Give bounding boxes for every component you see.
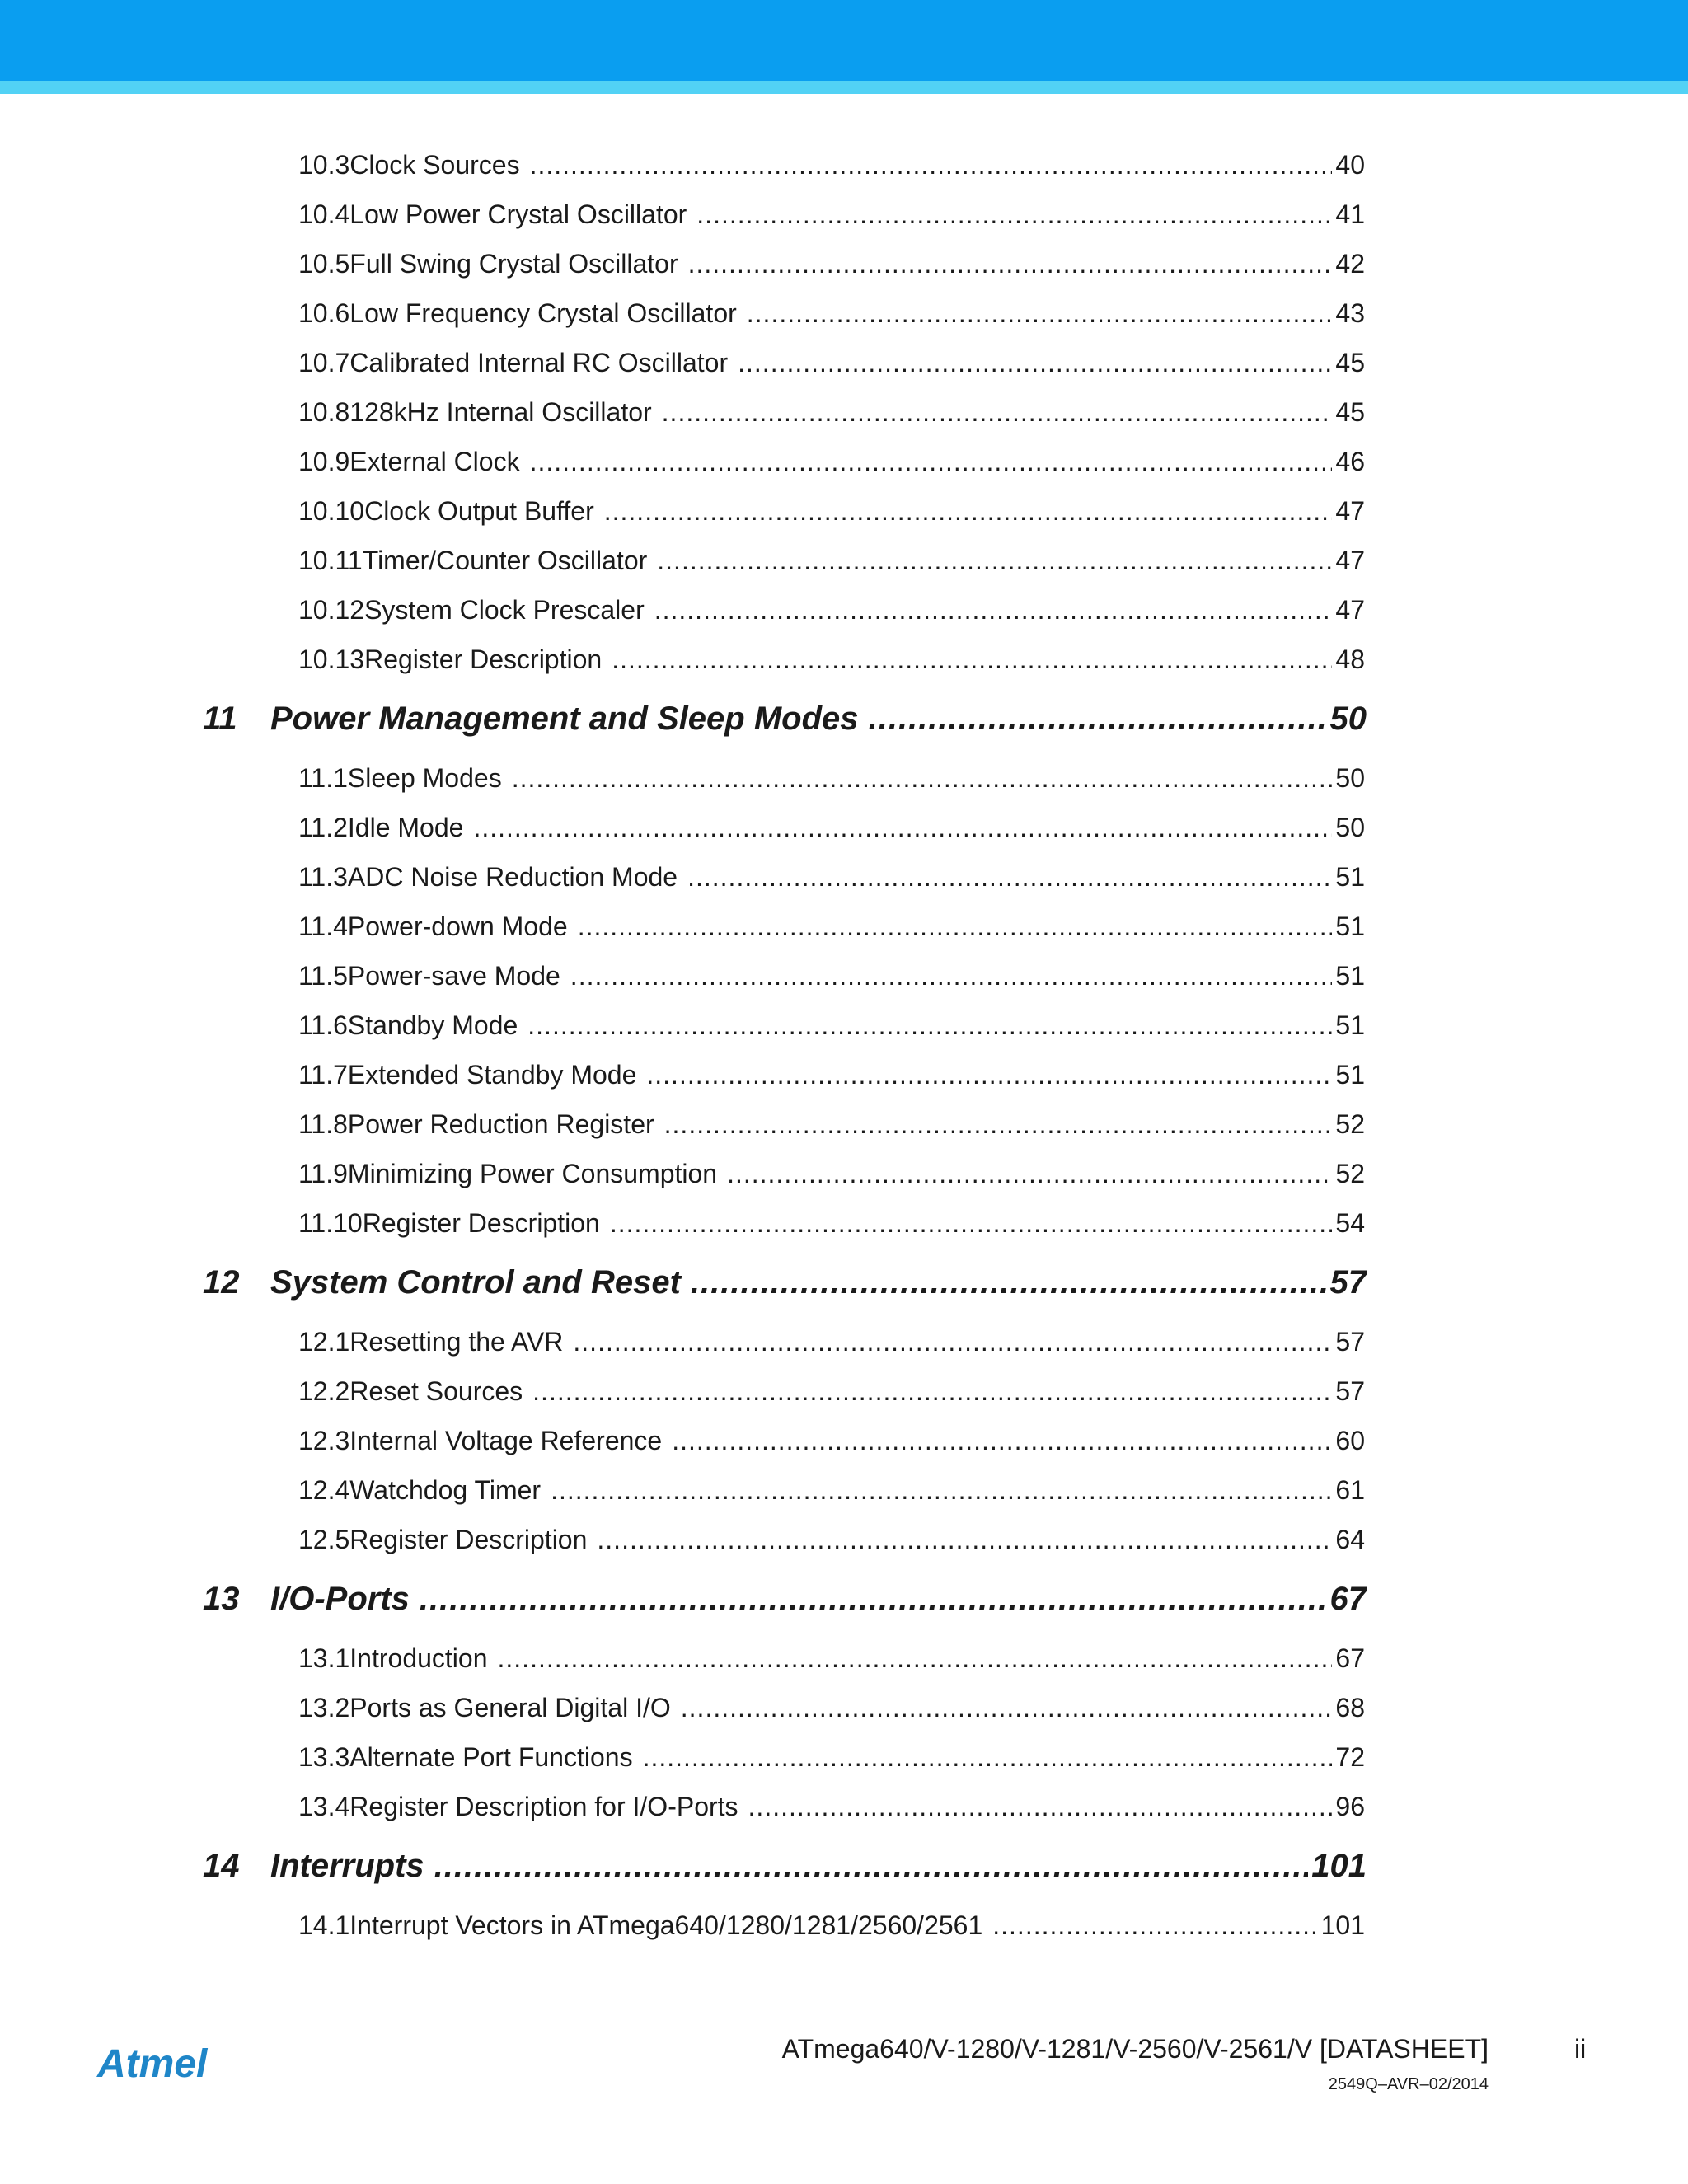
toc-section-label: Extended Standby Mode xyxy=(347,1060,637,1090)
toc-leader-dots xyxy=(434,1848,1309,1885)
toc-section-title xyxy=(298,1376,523,1407)
toc-section-entry[interactable] xyxy=(298,150,1365,180)
atmel-logo xyxy=(96,2039,244,2088)
toc-leader-dots xyxy=(681,1693,1333,1723)
toc-chapter-number: 11 xyxy=(203,701,237,737)
toc-leader-dots xyxy=(573,1327,1332,1357)
toc-page-number: 47 xyxy=(1335,496,1365,526)
toc-section-number: 12.1 xyxy=(298,1327,350,1357)
toc-section-number: 10.10 xyxy=(298,496,365,526)
toc-section-title xyxy=(298,150,520,180)
toc-section-number: 13.2 xyxy=(298,1693,350,1722)
toc-section-entry[interactable] xyxy=(298,644,1365,675)
toc-section-number: 10.12 xyxy=(298,595,365,625)
toc-chapter-title: Power Management and Sleep Modes xyxy=(270,701,859,737)
toc-section-number: 11.8 xyxy=(298,1109,348,1139)
toc-section-number: 11.7 xyxy=(298,1060,348,1090)
toc-section-entry[interactable] xyxy=(298,1327,1365,1357)
toc-section-title xyxy=(298,1910,982,1941)
toc-page-number: 50 xyxy=(1335,763,1365,793)
toc-section-number: 10.13 xyxy=(298,644,365,674)
toc-page-number: 101 xyxy=(1320,1910,1365,1940)
document-number: 2549Q–AVR–02/2014 xyxy=(1328,2075,1489,2093)
toc-chapter-number: 14 xyxy=(203,1848,240,1884)
toc-section-title xyxy=(298,496,594,527)
toc-leader-dots xyxy=(662,397,1333,428)
toc-section-title xyxy=(298,763,502,794)
toc-section-number: 13.3 xyxy=(298,1742,350,1772)
toc-chapter-title: Interrupts xyxy=(270,1848,424,1884)
toc-page-number: 57 xyxy=(1329,1264,1367,1301)
toc-section-label: Ports as General Digital I/O xyxy=(349,1693,671,1722)
toc-section-title xyxy=(298,1792,738,1822)
toc-section-label: Reset Sources xyxy=(349,1376,523,1406)
toc-section-entry[interactable] xyxy=(298,1475,1365,1506)
toc-leader-dots xyxy=(498,1643,1333,1674)
toc-leader-dots xyxy=(727,1159,1332,1189)
toc-section-label: ADC Noise Reduction Mode xyxy=(347,862,678,892)
page-number: ii xyxy=(1574,2034,1587,2064)
toc-section-entry[interactable] xyxy=(298,546,1365,576)
toc-section-entry[interactable] xyxy=(298,249,1365,279)
toc-section-entry[interactable] xyxy=(298,1643,1365,1674)
toc-section-entry[interactable] xyxy=(298,1376,1365,1407)
toc-page-number: 54 xyxy=(1335,1208,1365,1238)
toc-section-label: 128kHz Internal Oscillator xyxy=(349,397,652,427)
toc-leader-dots xyxy=(578,912,1333,942)
toc-section-number: 12.3 xyxy=(298,1426,350,1455)
toc-section-entry[interactable] xyxy=(298,397,1365,428)
toc-leader-dots xyxy=(530,150,1333,180)
toc-page-number: 51 xyxy=(1335,912,1365,941)
toc-leader-dots xyxy=(992,1910,1317,1941)
toc-section-title xyxy=(298,249,678,279)
toc-section-title xyxy=(298,961,560,991)
toc-leader-dots xyxy=(532,1376,1332,1407)
toc-section-number: 12.4 xyxy=(298,1475,350,1505)
toc-page-number: 41 xyxy=(1335,199,1365,229)
toc-leader-dots xyxy=(646,1060,1332,1090)
toc-leader-dots xyxy=(869,701,1327,738)
toc-section-title xyxy=(298,1742,633,1773)
toc-section-label: Calibrated Internal RC Oscillator xyxy=(349,348,729,377)
toc-section-number: 14.1 xyxy=(298,1910,350,1940)
toc-leader-dots xyxy=(688,249,1333,279)
toc-section-title xyxy=(298,1525,587,1555)
toc-section-label: Watchdog Timer xyxy=(349,1475,542,1505)
toc-section-label: Register Description xyxy=(362,1208,600,1238)
toc-section-title xyxy=(298,813,463,843)
toc-leader-dots xyxy=(664,1109,1333,1140)
toc-section-number: 11.1 xyxy=(298,763,348,793)
toc-section-number: 11.10 xyxy=(298,1208,363,1238)
header-stripe xyxy=(0,81,1688,94)
toc-section-entry[interactable] xyxy=(298,862,1365,893)
toc-section-number: 12.2 xyxy=(298,1376,350,1406)
toc-section-title xyxy=(298,447,520,477)
toc-section-entry[interactable] xyxy=(298,1208,1365,1239)
toc-section-label: Internal Voltage Reference xyxy=(349,1426,663,1455)
toc-page-number: 43 xyxy=(1335,298,1365,328)
toc-section-number: 10.5 xyxy=(298,249,350,279)
toc-section-number: 10.9 xyxy=(298,447,350,476)
toc-section-title xyxy=(298,1208,600,1239)
toc-section-label: Interrupt Vectors in ATmega640/1280/1281/2560/2561 xyxy=(349,1910,983,1940)
toc-leader-dots xyxy=(530,447,1333,477)
toc-section-entry[interactable] xyxy=(298,496,1365,527)
toc-section-entry[interactable] xyxy=(298,447,1365,477)
toc-leader-dots xyxy=(551,1475,1332,1506)
toc-section-label: Full Swing Crystal Oscillator xyxy=(349,249,678,279)
toc-section-title xyxy=(298,1159,717,1189)
toc-section-entry[interactable] xyxy=(298,1109,1365,1140)
toc-section-number: 11.2 xyxy=(298,813,348,842)
toc-section-label: Standby Mode xyxy=(347,1010,518,1040)
toc-section-label: Low Power Crystal Oscillator xyxy=(349,199,687,229)
toc-leader-dots xyxy=(528,1010,1332,1041)
toc-leader-dots xyxy=(643,1742,1333,1773)
toc-section-label: Resetting the AVR xyxy=(349,1327,564,1357)
toc-page-number: 46 xyxy=(1335,447,1365,476)
toc-section-label: Introduction xyxy=(349,1643,488,1673)
toc-section-title xyxy=(298,1010,518,1041)
toc-section-number: 10.8 xyxy=(298,397,350,427)
toc-section-entry[interactable] xyxy=(298,1010,1365,1041)
toc-section-entry[interactable] xyxy=(298,1159,1365,1189)
toc-section-title xyxy=(298,1109,654,1140)
toc-page-number: 52 xyxy=(1335,1159,1365,1188)
toc-section-title xyxy=(298,1643,488,1674)
toc-section-entry[interactable] xyxy=(298,1426,1365,1456)
toc-page-number: 51 xyxy=(1335,1060,1365,1090)
toc-section-title xyxy=(298,199,687,230)
toc-section-entry[interactable] xyxy=(298,961,1365,991)
toc-leader-dots xyxy=(696,199,1332,230)
toc-section-title xyxy=(298,595,645,626)
toc-page-number: 48 xyxy=(1335,644,1365,674)
toc-page-number: 67 xyxy=(1335,1643,1365,1673)
toc-section-number: 11.4 xyxy=(298,912,348,941)
toc-section-number: 10.11 xyxy=(298,546,363,575)
toc-leader-dots xyxy=(473,813,1332,843)
toc-page-number: 47 xyxy=(1335,546,1365,575)
toc-section-title xyxy=(298,1426,662,1456)
toc-page-number: 40 xyxy=(1335,150,1365,180)
toc-section-label: Idle Mode xyxy=(347,813,464,842)
toc-page-number: 50 xyxy=(1335,813,1365,842)
toc-section-entry[interactable] xyxy=(298,348,1365,378)
toc-section-label: Low Frequency Crystal Oscillator xyxy=(349,298,737,328)
toc-section-entry[interactable] xyxy=(298,813,1365,843)
toc-section-number: 13.1 xyxy=(298,1643,350,1673)
toc-page-number: 45 xyxy=(1335,397,1365,427)
toc-section-title xyxy=(298,298,737,329)
toc-section-label: Clock Output Buffer xyxy=(364,496,594,526)
toc-leader-dots xyxy=(691,1264,1327,1301)
toc-page-number: 57 xyxy=(1335,1327,1365,1357)
toc-leader-dots xyxy=(687,862,1332,893)
toc-leader-dots xyxy=(748,1792,1333,1822)
toc-page-number: 57 xyxy=(1335,1376,1365,1406)
toc-section-number: 10.4 xyxy=(298,199,350,229)
toc-leader-dots xyxy=(610,1208,1333,1239)
toc-chapter-title: I/O-Ports xyxy=(270,1581,410,1617)
toc-leader-dots xyxy=(420,1581,1327,1618)
toc-section-entry[interactable] xyxy=(298,912,1365,942)
toc-section-title xyxy=(298,1693,671,1723)
toc-section-title xyxy=(298,1475,541,1506)
toc-page-number: 101 xyxy=(1311,1848,1367,1884)
document-title: ATmega640/V-1280/V-1281/V-2560/V-2561/V [DATASHEET] xyxy=(781,2034,1489,2064)
toc-section-label: Power Reduction Register xyxy=(347,1109,654,1139)
toc-page-number: 96 xyxy=(1335,1792,1365,1821)
toc-section-title xyxy=(298,1060,636,1090)
toc-page-number: 45 xyxy=(1335,348,1365,377)
toc-leader-dots xyxy=(657,546,1332,576)
toc-page-number: 51 xyxy=(1335,961,1365,991)
toc-page-number: 60 xyxy=(1335,1426,1365,1455)
toc-page-number: 61 xyxy=(1335,1475,1365,1505)
toc-page-number: 72 xyxy=(1335,1742,1365,1772)
toc-section-label: Register Description for I/O-Ports xyxy=(349,1792,738,1821)
toc-chapter-entry[interactable] xyxy=(203,1264,1367,1301)
toc-section-entry[interactable] xyxy=(298,595,1365,626)
toc-section-label: Power-down Mode xyxy=(347,912,568,941)
toc-section-title xyxy=(298,397,652,428)
toc-section-title xyxy=(298,546,647,576)
toc-section-label: Register Description xyxy=(349,1525,588,1554)
toc-chapter-entry[interactable] xyxy=(203,1581,1367,1618)
toc-section-entry[interactable] xyxy=(298,1910,1365,1941)
toc-leader-dots xyxy=(604,496,1333,527)
toc-chapter-entry[interactable] xyxy=(203,1848,1367,1885)
toc-section-number: 12.5 xyxy=(298,1525,350,1554)
toc-page-number: 50 xyxy=(1329,701,1367,737)
toc-section-entry[interactable] xyxy=(298,763,1365,794)
toc-section-label: Sleep Modes xyxy=(347,763,502,793)
toc-leader-dots xyxy=(597,1525,1332,1555)
toc-page-number: 47 xyxy=(1335,595,1365,625)
toc-section-label: External Clock xyxy=(349,447,520,476)
toc-section-title xyxy=(298,348,728,378)
toc-section-label: Alternate Port Functions xyxy=(349,1742,633,1772)
toc-section-number: 11.5 xyxy=(298,961,348,991)
toc-leader-dots xyxy=(570,961,1333,991)
toc-section-number: 11.6 xyxy=(298,1010,348,1040)
toc-chapter-number: 12 xyxy=(203,1264,240,1301)
toc-page-number: 67 xyxy=(1329,1581,1367,1617)
toc-leader-dots xyxy=(738,348,1332,378)
toc-leader-dots xyxy=(747,298,1333,329)
toc-page-number: 51 xyxy=(1335,862,1365,892)
toc-page-number: 51 xyxy=(1335,1010,1365,1040)
toc-chapter-entry[interactable] xyxy=(203,701,1367,738)
toc-section-title xyxy=(298,1327,563,1357)
toc-leader-dots xyxy=(672,1426,1332,1456)
toc-section-entry[interactable] xyxy=(298,199,1365,230)
toc-leader-dots xyxy=(654,595,1333,626)
toc-leader-dots xyxy=(612,644,1332,675)
toc-section-title xyxy=(298,862,678,893)
toc-section-entry[interactable] xyxy=(298,1693,1365,1723)
toc-section-number: 11.9 xyxy=(298,1159,348,1188)
toc-section-entry[interactable] xyxy=(298,1792,1365,1822)
toc-section-label: Power-save Mode xyxy=(347,961,560,991)
toc-section-label: Clock Sources xyxy=(349,150,520,180)
toc-section-entry[interactable] xyxy=(298,1525,1365,1555)
toc-section-entry[interactable] xyxy=(298,298,1365,329)
toc-section-number: 10.3 xyxy=(298,150,350,180)
toc-section-label: Register Description xyxy=(364,644,603,674)
toc-section-number: 11.3 xyxy=(298,862,348,892)
toc-section-entry[interactable] xyxy=(298,1742,1365,1773)
toc-page-number: 64 xyxy=(1335,1525,1365,1554)
toc-section-number: 13.4 xyxy=(298,1792,350,1821)
toc-section-label: System Clock Prescaler xyxy=(364,595,645,625)
toc-section-number: 10.7 xyxy=(298,348,350,377)
toc-section-title xyxy=(298,912,568,942)
toc-leader-dots xyxy=(512,763,1333,794)
toc-page-number: 68 xyxy=(1335,1693,1365,1722)
toc-page-number: 52 xyxy=(1335,1109,1365,1139)
header-bar xyxy=(0,0,1688,81)
toc-section-entry[interactable] xyxy=(298,1060,1365,1090)
toc-section-title xyxy=(298,644,602,675)
svg-text:Atmel: Atmel xyxy=(97,2042,208,2086)
toc-section-label: Minimizing Power Consumption xyxy=(347,1159,718,1188)
toc-section-number: 10.6 xyxy=(298,298,350,328)
toc-section-label: Timer/Counter Oscillator xyxy=(362,546,648,575)
toc-page-number: 42 xyxy=(1335,249,1365,279)
toc-chapter-title: System Control and Reset xyxy=(270,1264,681,1301)
toc-chapter-number: 13 xyxy=(203,1581,240,1617)
